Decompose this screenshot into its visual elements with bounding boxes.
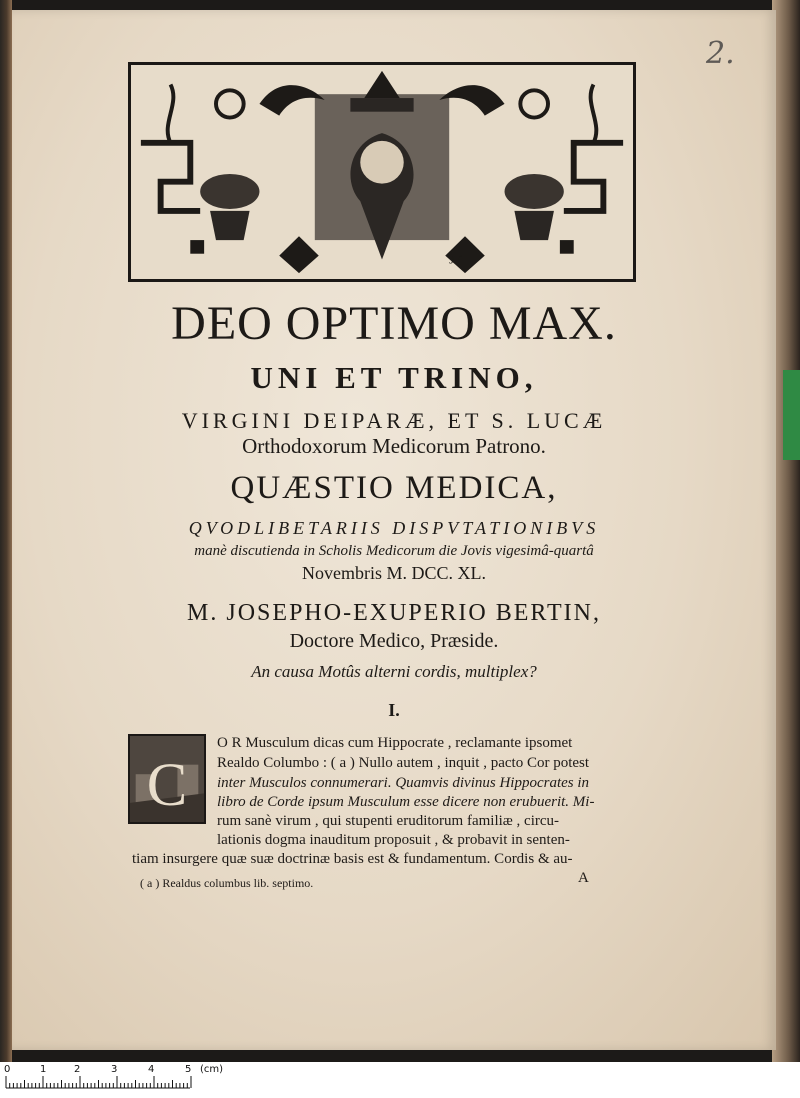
scale-ruler [0, 1062, 800, 1098]
dedication-line-1: DEO OPTIMO MAX. [171, 297, 617, 350]
section-number: I. [388, 700, 400, 720]
dropcap-engraving [130, 736, 204, 822]
disputation-line: QVODLIBETARIIS DISPVTATIONIBVS [188, 518, 600, 538]
ruler-label-3: 3 [111, 1064, 118, 1075]
dedication-line-3: VIRGINI DEIPARÆ, ET S. LUCÆ [181, 408, 607, 433]
date-line-2: Novembris M. DCC. XL. [302, 563, 486, 583]
dropcap-initial [128, 734, 206, 824]
book-spine [0, 0, 12, 1062]
bookmark-tab [783, 370, 800, 460]
body-line-7: tiam insurgere quæ suæ doctrinæ basis est & fundamentum. Cordis & au- [132, 851, 573, 867]
thesis-question: An causa Motûs alterni cordis, multiplex? [251, 662, 537, 681]
dedication-line-2: UNI ET TRINO, [250, 360, 538, 395]
body-line-3: inter Musculos connumerari. Quamvis divinus Hippocrates in [217, 775, 590, 791]
page-edge [772, 0, 800, 1062]
thesis-heading: QUÆSTIO MEDICA, [230, 470, 558, 506]
ruler-ticks [0, 1062, 200, 1098]
body-line-1: O R Musculum dicas cum Hippocrate , reclamante ipsomet [217, 735, 573, 751]
body-line-2: Realdo Columbo : ( a ) Nullo autem , inquit , pacto Cor potest [217, 755, 590, 771]
page-number: 2. [706, 36, 735, 71]
dedication-line-4: Orthodoxorum Medicorum Patrono. [242, 434, 546, 458]
ruler-label-0: 0 [4, 1064, 11, 1075]
body-line-4: libro de Corde ipsum Musculum esse dicere non erubuerit. Mi- [217, 794, 595, 810]
ruler-label-1: 1 [40, 1064, 47, 1075]
catchword: A [578, 870, 589, 886]
footnote: ( a ) Realdus columbus lib. septimo. [140, 876, 314, 890]
body-line-6: lationis dogma inauditum proposuit , & probavit in senten- [217, 832, 570, 848]
ruler-label-2: 2 [74, 1064, 81, 1075]
ruler-label-5: 5 [185, 1064, 192, 1075]
date-line-1: manè discutienda in Scholis Medicorum die Jovis vigesimâ-quartâ [194, 543, 594, 559]
praeses-role: Doctore Medico, Præside. [289, 630, 499, 652]
praeses-name: M. JOSEPHO-EXUPERIO BERTIN, [187, 600, 601, 626]
ruler-unit-label: (cm) [200, 1064, 224, 1075]
dropcap-letter: C [146, 751, 188, 819]
ruler-label-4: 4 [148, 1064, 155, 1075]
engraver-signature: J.f [449, 253, 461, 267]
ornamental-headpiece [128, 62, 636, 282]
headpiece-engraving [131, 65, 633, 279]
book-page [12, 10, 776, 1050]
body-line-5: rum sanè virum , qui stupenti eruditorum familiæ , circu- [217, 813, 560, 829]
